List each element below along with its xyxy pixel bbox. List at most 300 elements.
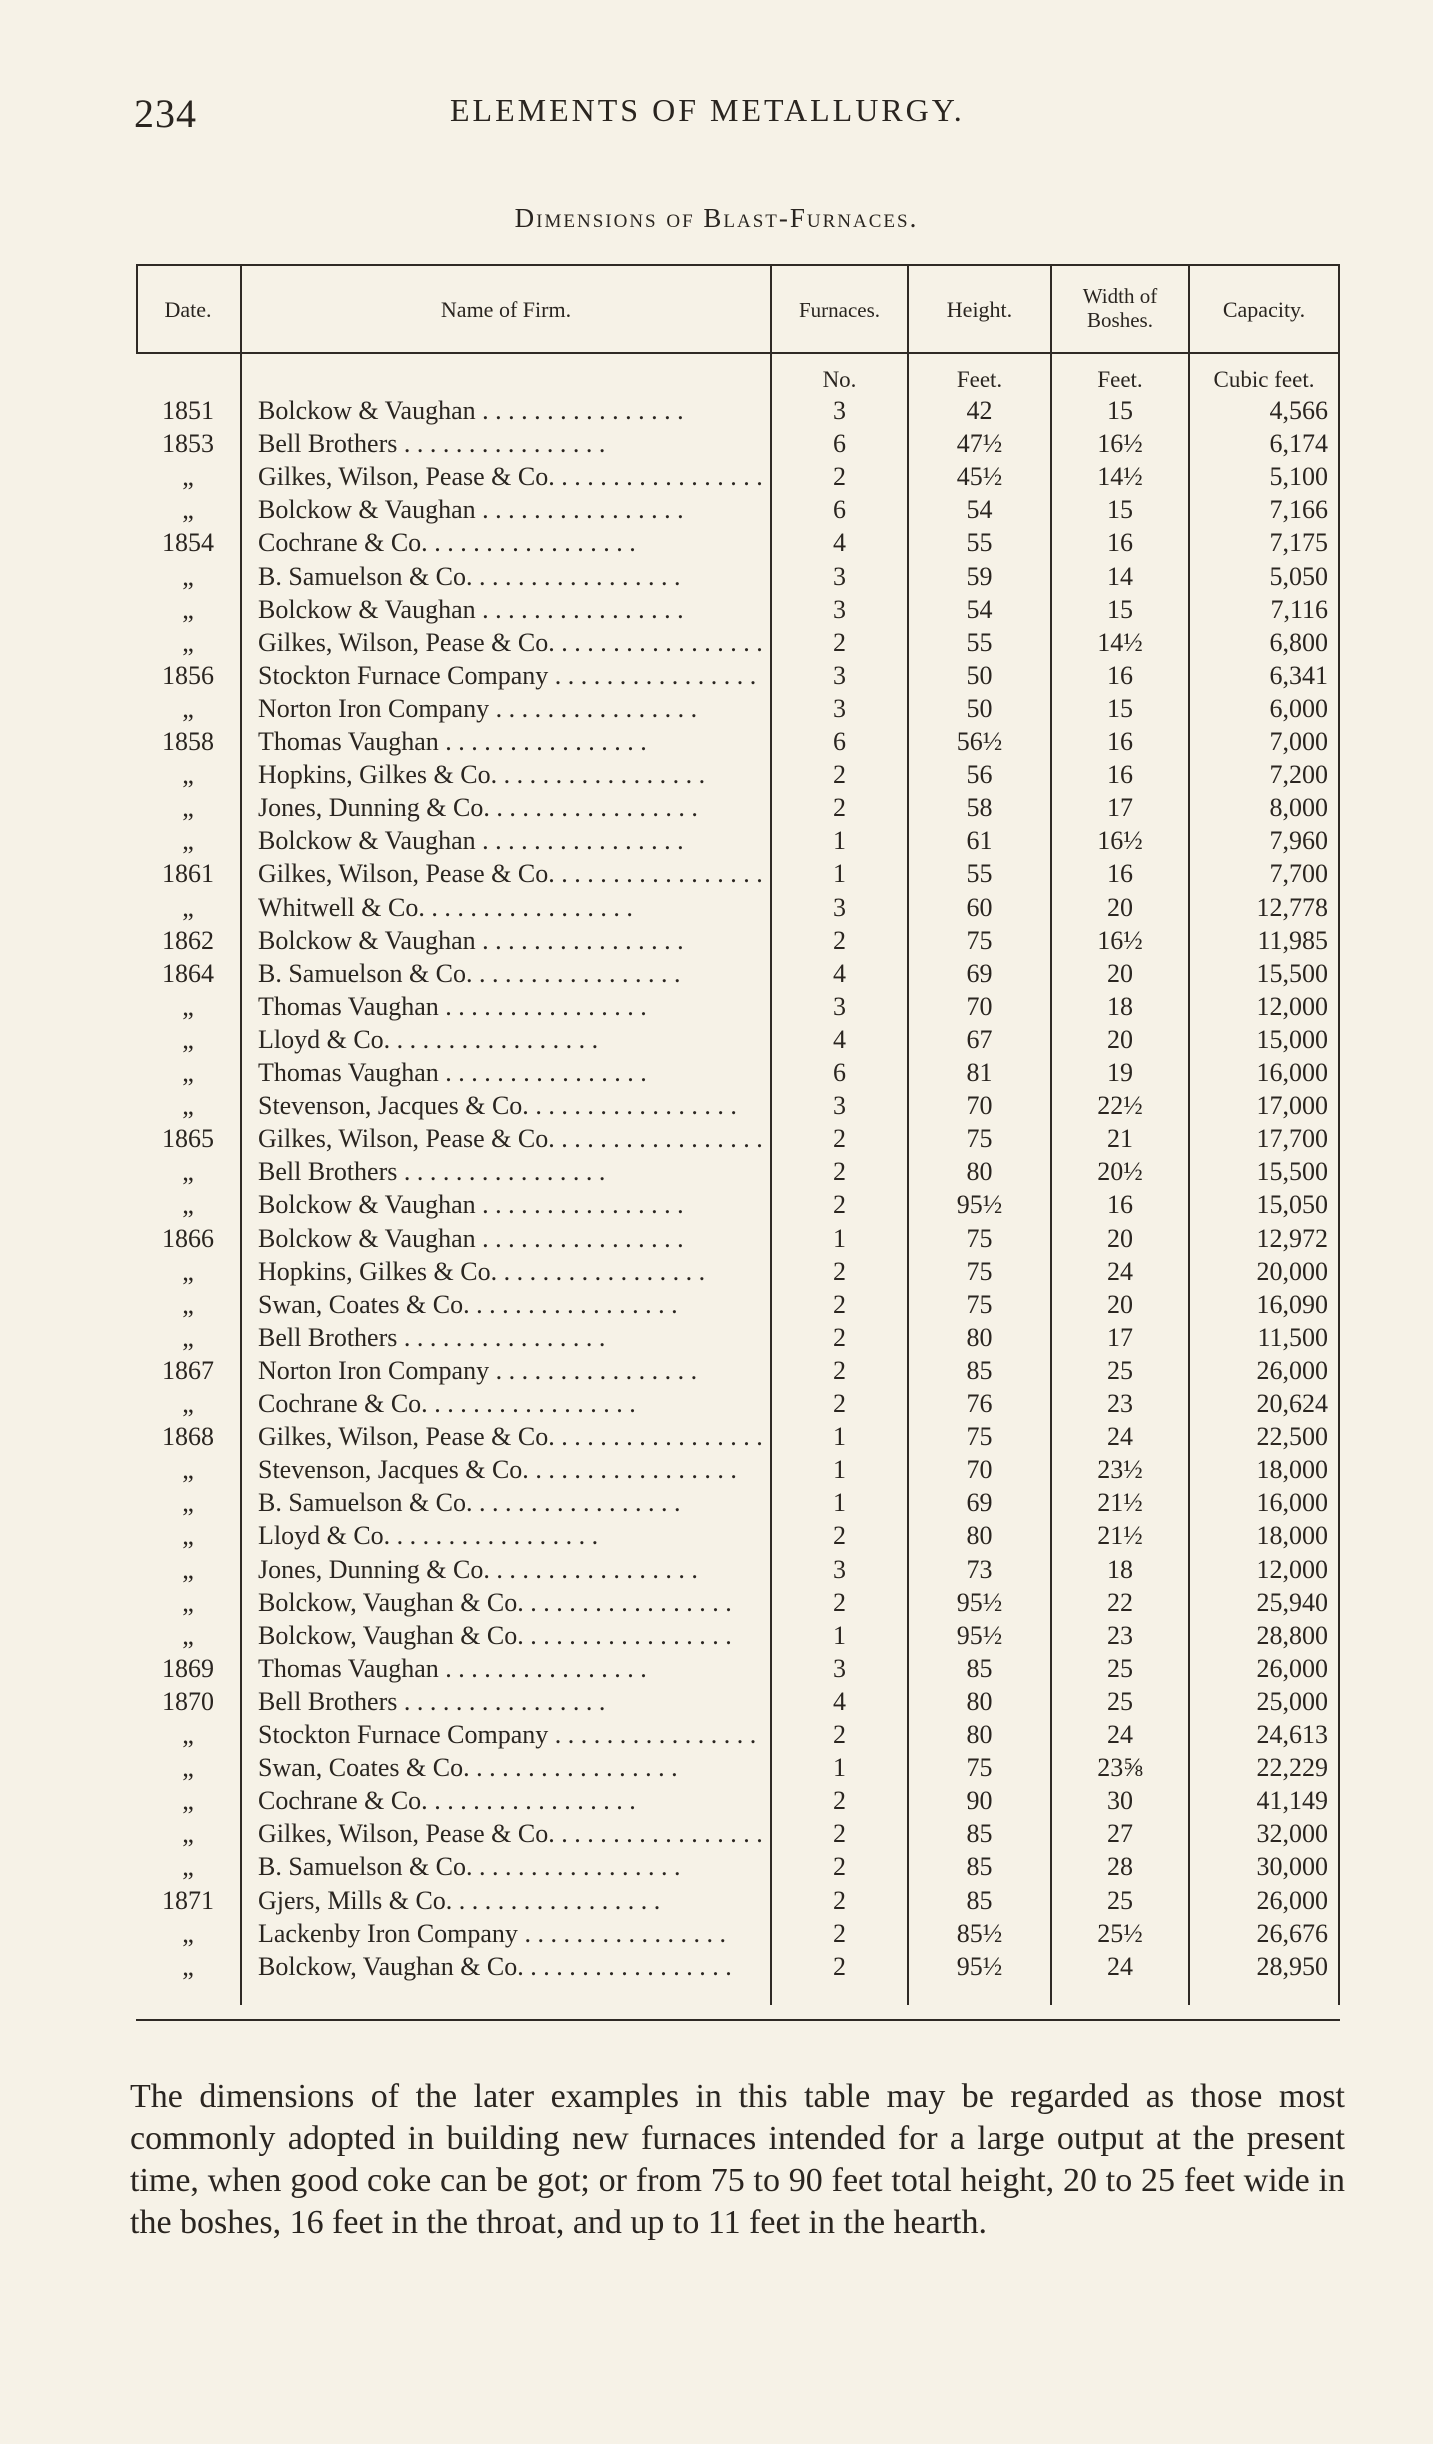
- cell-firm: [258, 1387, 763, 1420]
- header-date: Date.: [164, 297, 212, 322]
- cell-furnaces: 6: [833, 495, 846, 525]
- firm-name: Stevenson, Jacques & Co.: [258, 1091, 529, 1121]
- cell-date: „: [182, 693, 194, 723]
- cell-height: 70: [966, 991, 993, 1021]
- cell-date: 1858: [162, 727, 214, 756]
- cell-width: 24: [1107, 1951, 1133, 1981]
- cell-furnaces: 6: [833, 727, 846, 756]
- cell-width: 16½: [1097, 429, 1143, 459]
- cell-width: 16½: [1097, 826, 1143, 856]
- cell-height: 75: [966, 925, 993, 955]
- cell-width: 23½: [1097, 1455, 1143, 1485]
- cell-height: 80: [966, 1686, 993, 1716]
- cell-capacity: 41,149: [1256, 1786, 1328, 1816]
- cell-date: „: [182, 1091, 194, 1121]
- cell-furnaces: 6: [833, 429, 846, 459]
- cell-height: 90: [966, 1786, 993, 1816]
- table-row: [136, 1089, 1340, 1122]
- firm-name: Bolckow & Vaughan: [258, 594, 476, 624]
- dot-leader: . . . . . . . . . . . . . . . .: [528, 1091, 737, 1121]
- firm-name: B. Samuelson & Co.: [258, 1488, 473, 1518]
- running-title: ELEMENTS OF METALLURGY.: [450, 92, 965, 128]
- dot-leader: . . . . . . . . . . . . . . . .: [489, 1554, 698, 1584]
- cell-date: „: [182, 594, 194, 624]
- table-row: [136, 725, 1340, 758]
- table-row: [136, 857, 1340, 890]
- closing-paragraph: The dimensions of the later examples in this table may be regarded as those most commonly adopted in building new furnaces intended for a large output at the present time, when good coke can be got; or from 75 to 90 feet total height, 20 to 25 feet wide in the boshes, 16 feet in the throat, and up to 11 feet in the hearth.: [130, 2078, 1345, 2241]
- cell-width: 25: [1107, 1653, 1133, 1683]
- unit-capacity: Cubic feet.: [1213, 367, 1315, 392]
- cell-date: „: [182, 1786, 194, 1816]
- table-row: [136, 1884, 1340, 1917]
- cell-furnaces: 2: [833, 462, 846, 492]
- table-row: [136, 1784, 1340, 1817]
- dot-leader: . . . . . . . . . . . . . . . .: [472, 958, 681, 988]
- table-row: [136, 1652, 1340, 1685]
- cell-firm: [258, 957, 763, 990]
- firm-name: B. Samuelson & Co.: [258, 561, 473, 591]
- dot-leader: . . . . . . . . . . . . . . . .: [517, 1918, 726, 1948]
- cell-capacity: 5,050: [1269, 561, 1328, 591]
- firm-name: Cochrane & Co.: [258, 528, 428, 558]
- table-row: [136, 1222, 1340, 1255]
- cell-firm: [258, 1917, 763, 1950]
- table-row: [136, 1255, 1340, 1288]
- firm-name: Bell Brothers: [258, 1686, 398, 1716]
- cell-firm: [258, 725, 763, 758]
- cell-firm: [258, 1553, 763, 1586]
- cell-height: 70: [966, 1455, 993, 1485]
- dot-leader: . . . . . . . . . . . . . . . .: [424, 892, 633, 922]
- firm-name: Lloyd & Co.: [258, 1521, 391, 1551]
- dot-leader: . . . . . . . . . . . . . . . .: [489, 1355, 698, 1385]
- dot-leader: . . . . . . . . . . . . . . . .: [475, 495, 684, 525]
- table-row: [136, 924, 1340, 957]
- cell-height: 60: [966, 892, 993, 922]
- cell-capacity: 12,000: [1256, 991, 1328, 1021]
- table-row: [136, 1354, 1340, 1387]
- firm-name: Cochrane & Co.: [258, 1389, 428, 1418]
- cell-height: 75: [966, 1256, 993, 1286]
- cell-furnaces: 3: [833, 693, 846, 723]
- cell-height: 54: [966, 594, 993, 624]
- cell-date: „: [182, 1289, 194, 1319]
- header-bottom-rule: [136, 352, 1340, 354]
- firm-name: Lloyd & Co.: [258, 1024, 391, 1054]
- cell-date: 1854: [162, 528, 214, 558]
- cell-date: 1853: [162, 429, 214, 459]
- cell-height: 75: [966, 1223, 993, 1253]
- cell-height: 59: [966, 561, 993, 591]
- cell-firm: [258, 1188, 763, 1221]
- cell-firm: [258, 1751, 763, 1784]
- cell-furnaces: 2: [833, 1256, 846, 1286]
- dot-leader: . . . . . . . . . . . . . . . .: [489, 693, 698, 723]
- dot-leader: . . . . . . . . . . . . . . . .: [427, 1786, 636, 1816]
- firm-name: Lackenby Iron Company: [258, 1918, 518, 1948]
- firm-name: Bolckow, Vaughan & Co.: [258, 1620, 524, 1650]
- cell-width: 14½: [1097, 627, 1143, 657]
- cell-capacity: 7,960: [1269, 826, 1328, 856]
- cell-capacity: 7,700: [1269, 859, 1328, 889]
- cell-firm: [258, 1023, 763, 1056]
- table-row: [136, 394, 1340, 427]
- cell-furnaces: 4: [833, 1686, 846, 1716]
- cell-date: „: [182, 1720, 194, 1749]
- cell-capacity: 5,100: [1269, 462, 1328, 492]
- cell-furnaces: 2: [833, 1289, 846, 1319]
- dot-leader: . . . . . . . . . . . . . . . .: [397, 429, 606, 459]
- cell-furnaces: 1: [833, 859, 846, 889]
- cell-width: 21½: [1097, 1521, 1143, 1551]
- table-row: [136, 1420, 1340, 1453]
- cell-height: 56: [966, 760, 993, 790]
- cell-date: „: [182, 1322, 194, 1352]
- dot-leader: . . . . . . . . . . . . . . . .: [475, 1190, 684, 1220]
- cell-firm: [258, 758, 763, 791]
- table-row: [136, 1553, 1340, 1586]
- dot-leader: . . . . . . . . . . . . . . . .: [438, 1653, 647, 1683]
- cell-height: 75: [966, 1422, 993, 1452]
- header-width: Width of Boshes.: [1082, 284, 1158, 332]
- cell-width: 25: [1107, 1355, 1133, 1385]
- cell-firm: [258, 1255, 763, 1288]
- cell-date: „: [182, 627, 194, 657]
- cell-date: 1861: [162, 859, 214, 889]
- firm-name: Gilkes, Wilson, Pease & Co.: [258, 1422, 555, 1452]
- cell-capacity: 26,000: [1256, 1653, 1328, 1683]
- dot-leader: . . . . . . . . . . . . . . . .: [390, 1521, 599, 1551]
- cell-capacity: 20,000: [1256, 1256, 1328, 1286]
- dot-leader: . . . . . . . . . . . . . . . .: [397, 1322, 606, 1352]
- cell-width: 25½: [1097, 1918, 1143, 1948]
- cell-width: 23: [1107, 1389, 1133, 1418]
- dot-leader: . . . . . . . . . . . . . . . .: [497, 760, 706, 790]
- cell-width: 16: [1107, 727, 1133, 756]
- cell-furnaces: 2: [833, 1720, 846, 1749]
- cell-date: „: [182, 1157, 194, 1187]
- cell-width: 16: [1107, 660, 1133, 690]
- cell-firm: [258, 593, 763, 626]
- cell-date: „: [182, 462, 194, 492]
- table-row: [136, 1751, 1340, 1784]
- table-row: [136, 692, 1340, 725]
- cell-furnaces: 3: [833, 1653, 846, 1683]
- cell-firm: [258, 1155, 763, 1188]
- cell-firm: [258, 493, 763, 526]
- cell-firm: [258, 1321, 763, 1354]
- cell-capacity: 26,000: [1256, 1885, 1328, 1915]
- cell-date: „: [182, 1819, 194, 1849]
- cell-firm: [258, 1586, 763, 1619]
- cell-date: „: [182, 1521, 194, 1551]
- table-row: [136, 1619, 1340, 1652]
- cell-capacity: 12,778: [1256, 892, 1328, 922]
- cell-height: 75: [966, 1124, 993, 1154]
- header-firm: Name of Firm.: [440, 297, 572, 322]
- cell-firm: [258, 1784, 763, 1817]
- cell-date: „: [182, 495, 194, 525]
- cell-date: „: [182, 793, 194, 823]
- cell-height: 85: [966, 1653, 993, 1683]
- cell-width: 28: [1107, 1852, 1133, 1882]
- cell-height: 85: [966, 1852, 993, 1882]
- cell-furnaces: 2: [833, 925, 846, 955]
- cell-width: 16: [1107, 760, 1133, 790]
- cell-firm: [258, 427, 763, 460]
- firm-name: Stockton Furnace Company: [258, 660, 549, 690]
- cell-width: 18: [1107, 991, 1133, 1021]
- firm-name: Jones, Dunning & Co.: [258, 1554, 490, 1584]
- cell-capacity: 6,341: [1269, 660, 1328, 690]
- dot-leader: . . . . . . . . . . . . . . . .: [472, 561, 681, 591]
- firm-name: Bolckow, Vaughan & Co.: [258, 1951, 524, 1981]
- dot-leader: . . . . . . . . . . . . . . . .: [475, 396, 684, 425]
- table-row: [136, 1056, 1340, 1089]
- cell-width: 15: [1107, 594, 1133, 624]
- cell-date: 1865: [162, 1124, 214, 1154]
- cell-date: „: [182, 892, 194, 922]
- cell-width: 22½: [1097, 1091, 1143, 1121]
- cell-date: „: [182, 1753, 194, 1783]
- cell-width: 23⅝: [1097, 1753, 1143, 1783]
- cell-height: 69: [966, 1488, 993, 1518]
- cell-date: 1867: [162, 1355, 214, 1385]
- table-row: [136, 493, 1340, 526]
- firm-name: Whitwell & Co.: [258, 892, 425, 922]
- cell-furnaces: 3: [833, 594, 846, 624]
- unit-height: Feet.: [956, 367, 1003, 392]
- dot-leader: . . . . . . . . . . . . . . . .: [528, 1455, 737, 1485]
- table-row: [136, 1387, 1340, 1420]
- cell-firm: [258, 626, 763, 659]
- cell-date: „: [182, 1554, 194, 1584]
- cell-capacity: 7,200: [1269, 760, 1328, 790]
- cell-date: 1871: [162, 1885, 214, 1915]
- cell-capacity: 26,000: [1256, 1355, 1328, 1385]
- cell-firm: [258, 857, 763, 890]
- cell-firm: [258, 1122, 763, 1155]
- cell-furnaces: 1: [833, 1223, 846, 1253]
- table-row: [136, 659, 1340, 692]
- cell-firm: [258, 1652, 763, 1685]
- cell-capacity: 18,000: [1256, 1455, 1328, 1485]
- dot-leader: . . . . . . . . . . . . . . . .: [548, 1720, 757, 1749]
- cell-firm: [258, 1950, 763, 1983]
- cell-capacity: 16,000: [1256, 1058, 1328, 1087]
- cell-firm: [258, 1222, 763, 1255]
- cell-date: „: [182, 1951, 194, 1981]
- cell-height: 69: [966, 958, 993, 988]
- cell-capacity: 15,500: [1256, 1157, 1328, 1187]
- cell-furnaces: 1: [833, 1455, 846, 1485]
- table-row: [136, 791, 1340, 824]
- firm-name: Thomas Vaughan: [258, 1653, 439, 1683]
- cell-capacity: 32,000: [1256, 1819, 1328, 1849]
- table-row: [136, 1718, 1340, 1751]
- firm-name: B. Samuelson & Co.: [258, 958, 473, 988]
- table-caption: Dimensions of Blast-Furnaces.: [514, 203, 919, 233]
- dot-leader: . . . . . . . . . . . . . . . .: [523, 1587, 732, 1617]
- dot-leader: . . . . . . . . . . . . . . . .: [554, 1819, 763, 1849]
- cell-furnaces: 3: [833, 892, 846, 922]
- cell-furnaces: 3: [833, 396, 846, 425]
- cell-height: 80: [966, 1157, 993, 1187]
- table-row: [136, 1453, 1340, 1486]
- cell-height: 81: [966, 1058, 993, 1087]
- cell-capacity: 6,174: [1269, 429, 1328, 459]
- cell-furnaces: 2: [833, 1322, 846, 1352]
- unit-width: Feet.: [1097, 367, 1143, 392]
- header-capacity: Capacity.: [1222, 297, 1306, 322]
- cell-width: 16: [1107, 1190, 1133, 1220]
- cell-width: 30: [1107, 1786, 1133, 1816]
- dot-leader: . . . . . . . . . . . . . . . .: [390, 1024, 599, 1054]
- table-row: [136, 1850, 1340, 1883]
- cell-date: 1864: [162, 958, 214, 988]
- cell-height: 56½: [956, 727, 1003, 756]
- cell-firm: [258, 990, 763, 1023]
- cell-width: 14½: [1097, 462, 1143, 492]
- cell-width: 16: [1107, 859, 1133, 889]
- table-row: [136, 1288, 1340, 1321]
- cell-date: 1870: [162, 1686, 214, 1716]
- cell-width: 20½: [1097, 1157, 1143, 1187]
- firm-name: Bolckow & Vaughan: [258, 495, 476, 525]
- firm-name: Bell Brothers: [258, 1322, 398, 1352]
- cell-firm: [258, 659, 763, 692]
- cell-firm: [258, 460, 763, 493]
- table-row: [136, 1950, 1340, 1983]
- cell-firm: [258, 1420, 763, 1453]
- cell-capacity: 17,700: [1256, 1124, 1328, 1154]
- cell-height: 95½: [956, 1620, 1003, 1650]
- cell-furnaces: 1: [833, 1422, 846, 1452]
- cell-capacity: 6,000: [1269, 693, 1328, 723]
- cell-firm: [258, 1486, 763, 1519]
- cell-furnaces: 2: [833, 1852, 846, 1882]
- cell-height: 58: [966, 793, 993, 823]
- cell-width: 24: [1107, 1720, 1133, 1749]
- cell-furnaces: 3: [833, 1091, 846, 1121]
- cell-height: 85: [966, 1355, 993, 1385]
- cell-firm: [258, 1354, 763, 1387]
- cell-date: 1856: [162, 660, 214, 690]
- cell-furnaces: 4: [833, 528, 846, 558]
- cell-furnaces: 4: [833, 958, 846, 988]
- cell-firm: [258, 1453, 763, 1486]
- cell-furnaces: 1: [833, 1488, 846, 1518]
- dot-leader: . . . . . . . . . . . . . . . .: [469, 1753, 678, 1783]
- cell-date: 1866: [162, 1223, 214, 1253]
- table-row: [136, 427, 1340, 460]
- cell-capacity: 7,175: [1269, 528, 1328, 558]
- cell-furnaces: 2: [833, 1951, 846, 1981]
- cell-firm: [258, 1619, 763, 1652]
- cell-date: „: [182, 1852, 194, 1882]
- firm-name: Gilkes, Wilson, Pease & Co.: [258, 627, 555, 657]
- cell-date: „: [182, 1058, 194, 1087]
- cell-date: „: [182, 1190, 194, 1220]
- cell-firm: [258, 1288, 763, 1321]
- cell-furnaces: 2: [833, 627, 846, 657]
- cell-firm: [258, 560, 763, 593]
- cell-firm: [258, 1884, 763, 1917]
- firm-name: Bell Brothers: [258, 1157, 398, 1187]
- dot-leader: . . . . . . . . . . . . . . . .: [554, 1124, 763, 1154]
- dot-leader: . . . . . . . . . . . . . . . .: [523, 1620, 732, 1650]
- firm-name: Gilkes, Wilson, Pease & Co.: [258, 1124, 555, 1154]
- dot-leader: . . . . . . . . . . . . . . . .: [397, 1157, 606, 1187]
- table-row: [136, 1023, 1340, 1056]
- cell-capacity: 28,950: [1256, 1951, 1328, 1981]
- dot-leader: . . . . . . . . . . . . . . . .: [469, 1289, 678, 1319]
- cell-furnaces: 1: [833, 1753, 846, 1783]
- cell-width: 17: [1107, 1322, 1133, 1352]
- cell-furnaces: 2: [833, 1918, 846, 1948]
- cell-height: 42: [966, 396, 993, 425]
- table-row: [136, 460, 1340, 493]
- firm-name: Bolckow & Vaughan: [258, 1190, 476, 1220]
- blast-furnace-table: [136, 264, 1340, 2022]
- table-row: [136, 626, 1340, 659]
- firm-name: Gilkes, Wilson, Pease & Co.: [258, 1819, 555, 1849]
- cell-furnaces: 4: [833, 1024, 846, 1054]
- cell-capacity: 16,090: [1256, 1289, 1328, 1319]
- cell-capacity: 15,000: [1256, 1024, 1328, 1054]
- table-row: [136, 824, 1340, 857]
- cell-furnaces: 2: [833, 1786, 846, 1816]
- dot-leader: . . . . . . . . . . . . . . . .: [489, 793, 698, 823]
- cell-capacity: 11,985: [1257, 925, 1328, 955]
- cell-width: 18: [1107, 1554, 1133, 1584]
- dot-leader: . . . . . . . . . . . . . . . .: [523, 1951, 732, 1981]
- cell-width: 16: [1107, 528, 1133, 558]
- cell-width: 27: [1107, 1819, 1133, 1849]
- cell-height: 54: [966, 495, 993, 525]
- cell-date: 1869: [162, 1653, 214, 1683]
- running-head: [130, 82, 1363, 136]
- table-row: [136, 593, 1340, 626]
- dot-leader: . . . . . . . . . . . . . . . .: [554, 859, 763, 889]
- cell-width: 25: [1107, 1686, 1133, 1716]
- firm-name: Hopkins, Gilkes & Co.: [258, 760, 498, 790]
- cell-width: 20: [1107, 1024, 1133, 1054]
- cell-capacity: 24,613: [1256, 1720, 1328, 1749]
- firm-name: Hopkins, Gilkes & Co.: [258, 1256, 498, 1286]
- cell-height: 50: [966, 660, 993, 690]
- cell-date: „: [182, 1587, 194, 1617]
- header-height: Height.: [946, 297, 1013, 322]
- cell-capacity: 7,000: [1269, 727, 1328, 756]
- cell-capacity: 28,800: [1256, 1620, 1328, 1650]
- firm-name: Swan, Coates & Co.: [258, 1289, 470, 1319]
- table-row: [136, 1155, 1340, 1188]
- dot-leader: . . . . . . . . . . . . . . . .: [475, 826, 684, 856]
- firm-name: Thomas Vaughan: [258, 727, 439, 756]
- cell-firm: [258, 394, 763, 427]
- cell-width: 15: [1107, 495, 1133, 525]
- cell-width: 14: [1107, 561, 1133, 591]
- cell-furnaces: 2: [833, 1389, 846, 1418]
- cell-capacity: 18,000: [1256, 1521, 1328, 1551]
- cell-height: 55: [966, 859, 993, 889]
- dot-leader: . . . . . . . . . . . . . . . .: [427, 528, 636, 558]
- cell-capacity: 17,000: [1256, 1091, 1328, 1121]
- cell-height: 55: [966, 528, 993, 558]
- table-row: [136, 560, 1340, 593]
- firm-name: Thomas Vaughan: [258, 1058, 439, 1087]
